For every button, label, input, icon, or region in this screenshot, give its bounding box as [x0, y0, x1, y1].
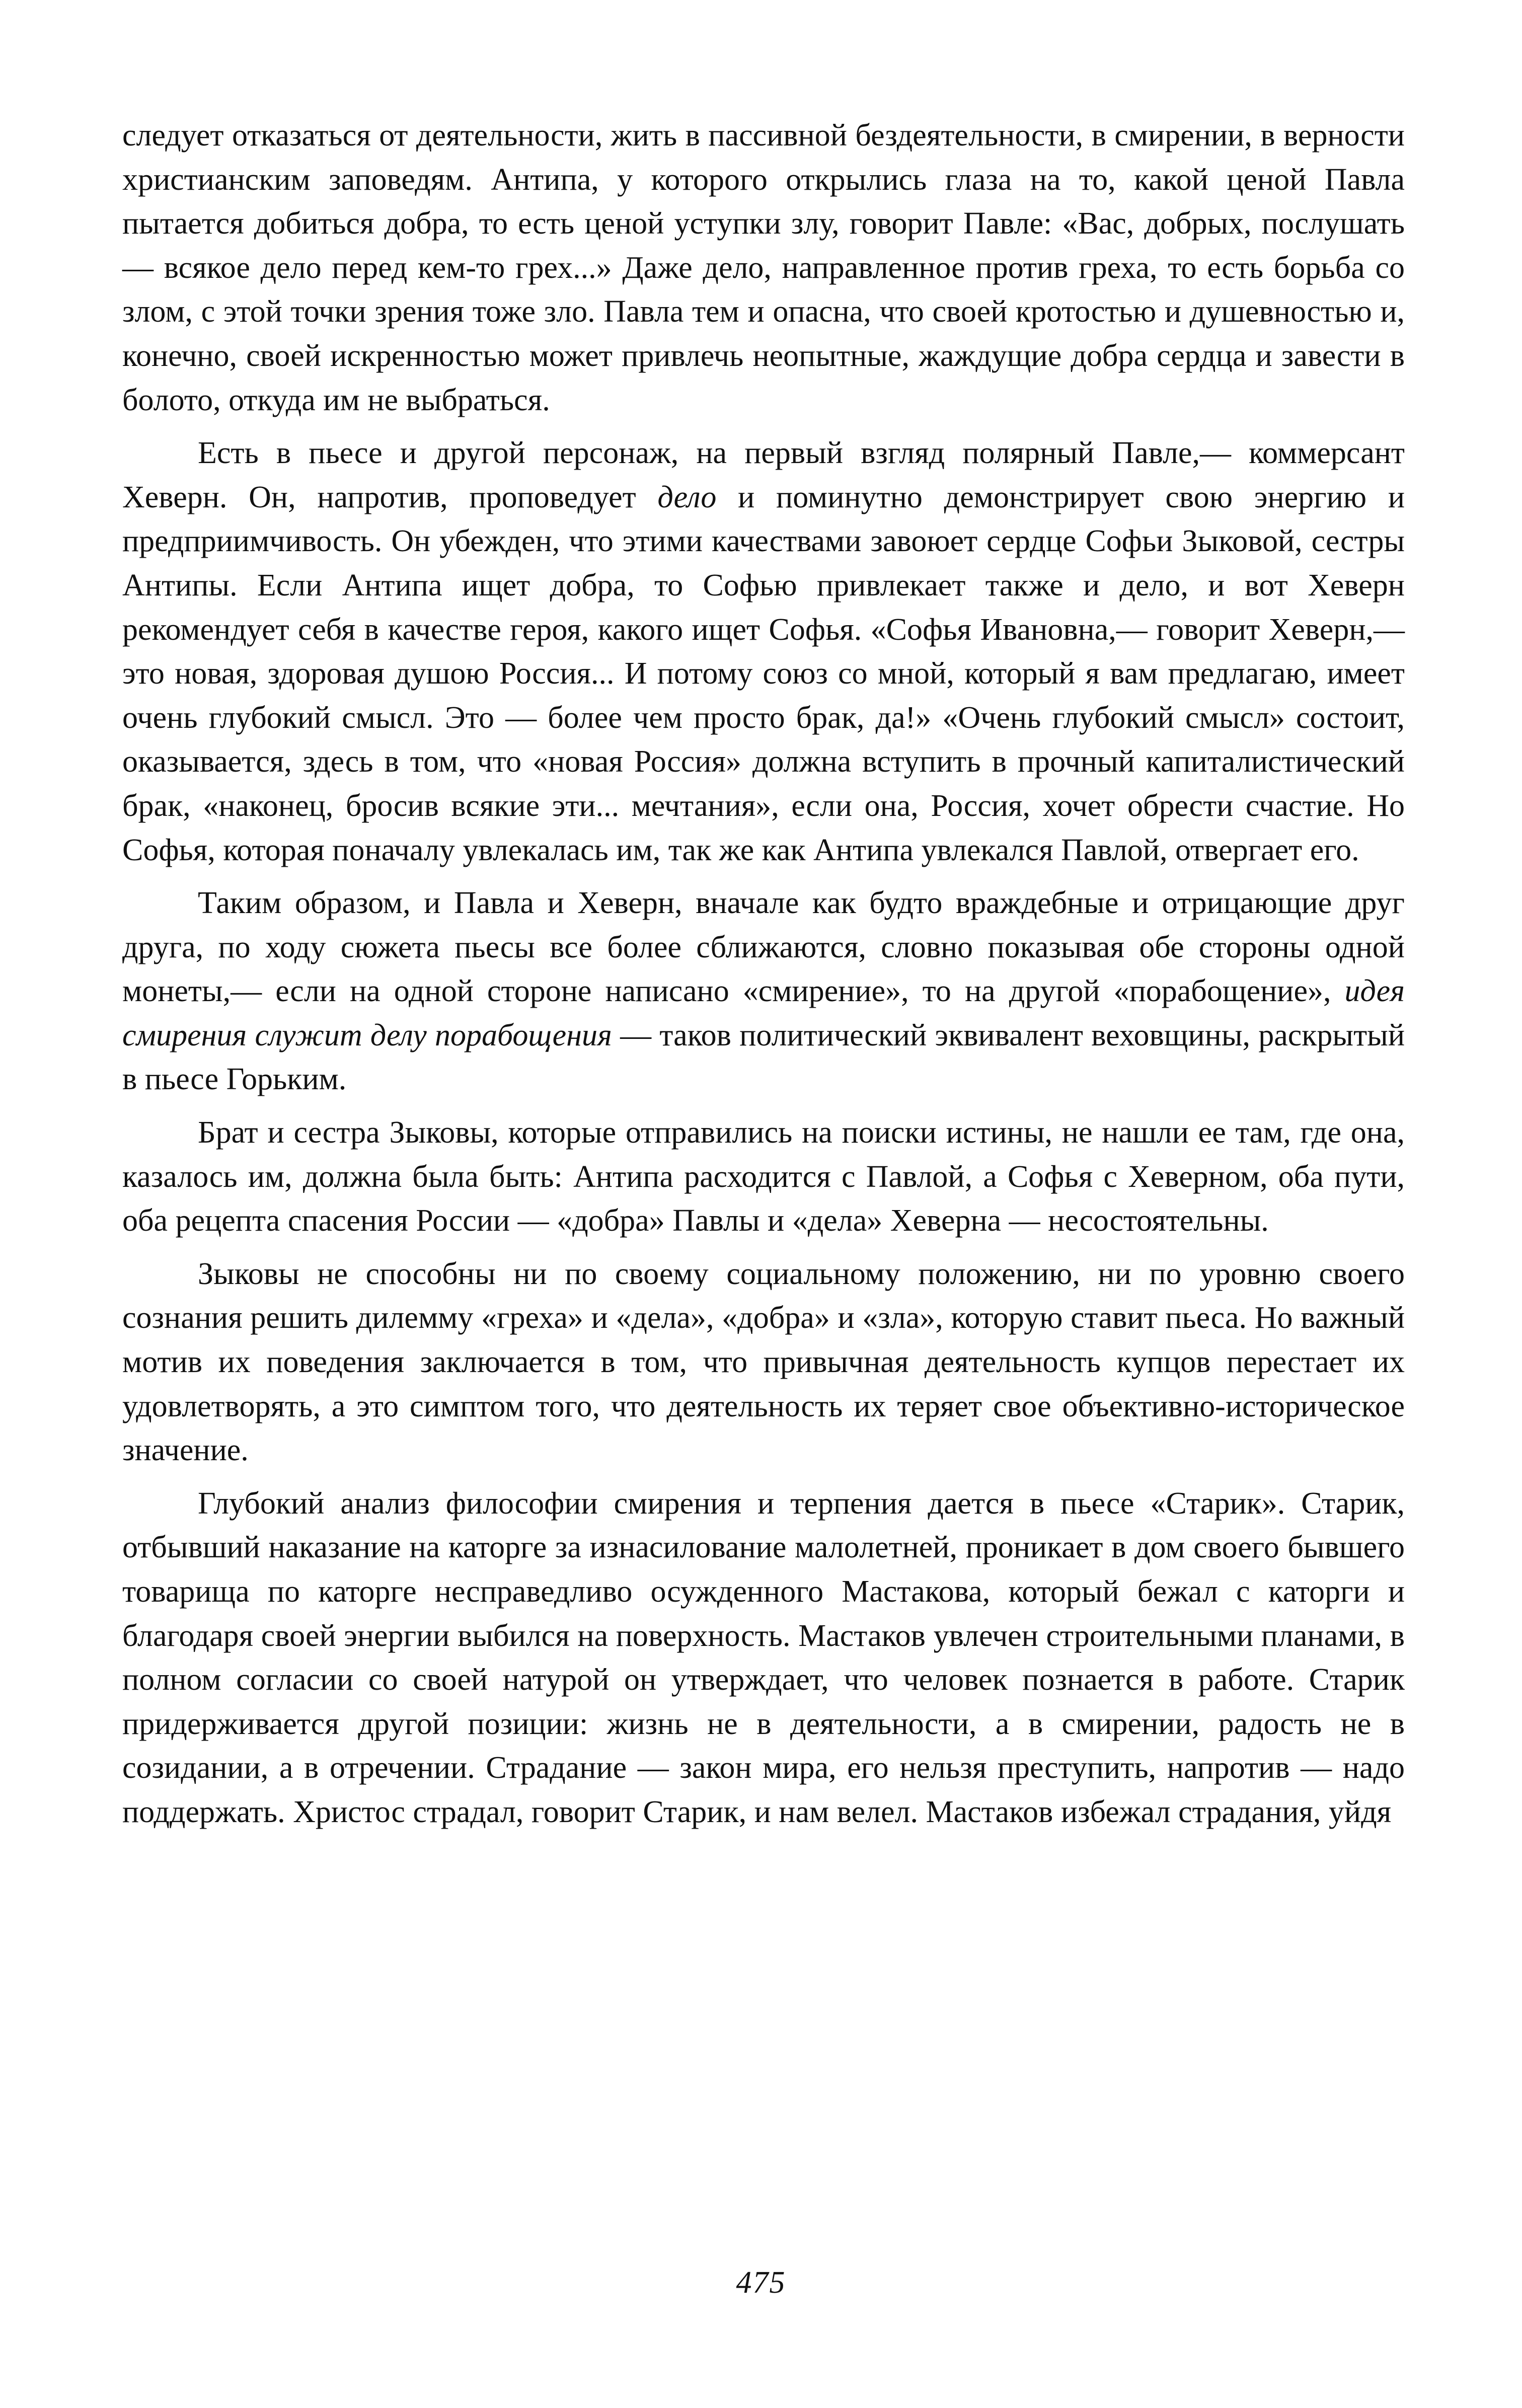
paragraph-3 — [122, 881, 1405, 1102]
paragraph-2-emphasis: дело — [657, 480, 717, 514]
paragraph-2 — [122, 431, 1405, 872]
paragraph-2-text-start: Есть в пьесе и другой персонаж, на первый взгляд полярный Павле,— коммерсант Хеверн. Он, напротив, проповедует — [122, 436, 1405, 514]
paragraph-3-text-end: — таков политический эквивалент веховщины, раскрытый в пьесе Горьким. — [122, 1018, 1405, 1097]
paragraph-2-text-end: и поминутно демонстрирует свою энергию и предприимчивость. Он убежден, что этими качествами завоюет сердце Софьи Зыковой, сестры Антипы. Если Антипа ищет добра, то Софью привлекает также и дело, и вот Хеверн рекомендует себя в качестве героя, какого ищет Софья. «Софья Ивановна,— говорит Хеверн,— это новая, здоровая душою Россия... И потому союз со мной, который я вам предлагаю, имеет очень глубокий смысл. Это — более чем просто брак, да!» «Очень глубокий смысл» состоит, оказывается, здесь в том, что «новая Россия» должна вступить в прочный капиталистический брак, «наконец, бросив всякие эти... мечтания», если она, Россия, хочет обрести счастие. Но Софья, которая поначалу увлекалась им, так же как Антипа увлекался Павлой, отвергает его. — [122, 480, 1405, 867]
page-text — [122, 114, 1405, 1835]
page-number: 475 — [736, 2266, 786, 2300]
paragraph-6: Глубокий анализ философии смирения и терпения дается в пьесе «Старик». Старик, отбывший наказание на каторге за изнасилование малолетней, проникает в дом своего бывшего товарища по каторге несправедливо осужденного Мастакова, который бежал с каторги и благодаря своей энергии выбился на поверхность. Мастаков увлечен строительными планами, в полном согласии со своей натурой он утверждает, что человек познается в работе. Старик придерживается другой позиции: жизнь не в деятельности, а в смирении, радость не в созидании, а в отречении. Страдание — закон мира, его нельзя преступить, напротив — надо поддержать. Христос страдал, говорит Старик, и нам велел. Мастаков избежал страдания, уйдя — [122, 1486, 1405, 1829]
paragraph-3-emphasis: идея смирения служит делу порабощения — [122, 974, 1405, 1052]
paragraph-3-text-start: Таким образом, и Павла и Хеверн, вначале как будто враждебные и отрицающие друг друга, по ходу сюжета пьесы все более сближаются, словно показывая обе стороны одной монеты,— если на одной стороне написано «смирение», то на другой «порабощение», — [122, 886, 1405, 1009]
paragraph-1: следует отказаться от деятельности, жить в пассивной бездеятельности, в смирении, в верности христианским заповедям. Антипа, у которого открылись глаза на то, какой ценой Павла пытается добиться добра, то есть ценой уступки злу, говорит Павле: «Вас, добрых, послушать — всякое дело перед кем-то грех...» Даже дело, направленное против греха, то есть борьба со злом, с этой точки зрения тоже зло. Павла тем и опасна, что своей кротостью и душевностью и, конечно, своей искренностью может привлечь неопытные, жаждущие добра сердца и завести в болото, откуда им не выбраться. — [122, 118, 1405, 417]
paragraph-4: Брат и сестра Зыковы, которые отправились на поиски истины, не нашли ее там, где она, казалось им, должна была быть: Антипа расходится с Павлой, а Софья с Хеверном, оба пути, оба рецепта спасения России — «добра» Павлы и «дела» Хеверна — несостоятельны. — [122, 1115, 1405, 1238]
paragraph-5: Зыковы не способны ни по своему социальному положению, ни по уровню своего сознания решить дилемму «греха» и «дела», «добра» и «зла», которую ставит пьеса. Но важный мотив их поведения заключается в том, что привычная деятельность купцов перестает их удовлетворять, а это симптом того, что деятельность их теряет свое объективно-историческое значение. — [122, 1256, 1405, 1468]
